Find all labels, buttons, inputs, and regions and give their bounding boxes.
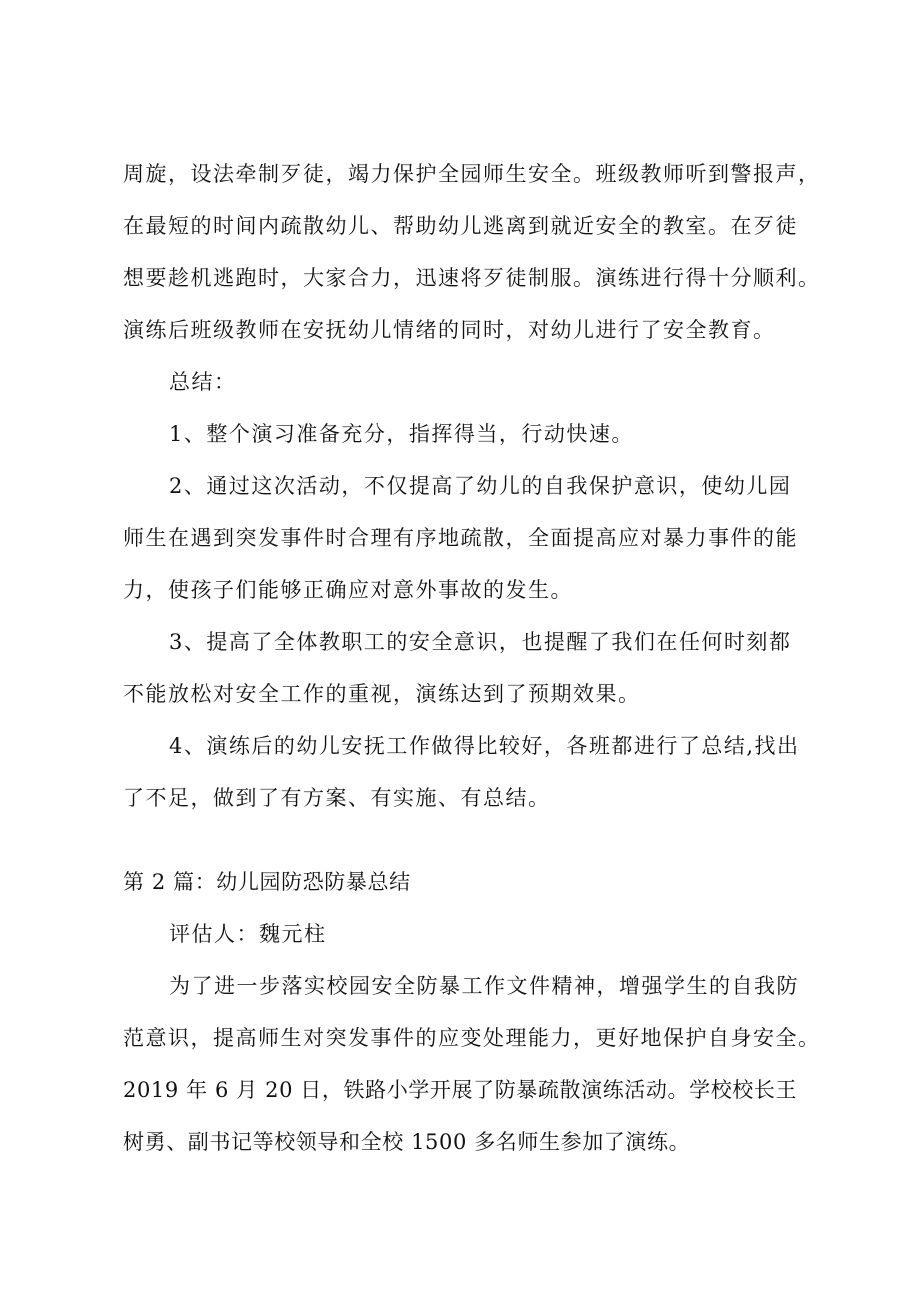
paragraph-line: 想要趁机逃跑时，大家合力，迅速将歹徒制服。演练进行得十分顺利。	[123, 266, 821, 290]
section-gap	[123, 824, 833, 856]
summary-item-4-line: 4、演练后的幼儿安抚工作做得比较好，各班都进行了总结,找出	[169, 734, 800, 758]
paragraph-line: 为了进一步落实校园安全防暴工作文件精神，增强学生的自我防	[169, 974, 799, 998]
summary-item-4-line: 了不足，做到了有方案、有实施、有总结。	[123, 786, 551, 810]
paragraph-line: 周旋，设法牵制歹徒，竭力保护全园师生安全。班级教师听到警报声，	[123, 162, 821, 186]
document-page	[123, 148, 833, 1168]
summary-item-2-line: 师生在遇到突发事件时合理有序地疏散，全面提高应对暴力事件的能	[123, 526, 798, 550]
summary-item-1: 1、整个演习准备充分，指挥得当，行动快速。	[169, 422, 634, 446]
section-title: 第 2 篇：幼儿园防恐防暴总结	[123, 870, 411, 894]
paragraph-line: 2019 年 6 月 20 日，铁路小学开展了防暴疏散演练活动。学校校长王	[123, 1078, 798, 1102]
paragraph-line: 在最短的时间内疏散幼儿、帮助幼儿逃离到就近安全的教室。在歹徒	[123, 214, 798, 238]
summary-item-2-line: 力，使孩子们能够正确应对意外事故的发生。	[123, 578, 573, 602]
summary-heading: 总结：	[169, 370, 237, 394]
paragraph-line: 树勇、副书记等校领导和全校 1500 多名师生参加了演练。	[123, 1130, 691, 1154]
paragraph-line: 演练后班级教师在安抚幼儿情绪的同时，对幼儿进行了安全教育。	[123, 318, 776, 342]
summary-item-2-line: 2、通过这次活动，不仅提高了幼儿的自我保护意识，使幼儿园	[169, 474, 792, 498]
paragraph-line: 范意识，提高师生对突发事件的应变处理能力，更好地保护自身安全。	[123, 1026, 821, 1050]
evaluator-line: 评估人：魏元柱	[169, 922, 327, 946]
summary-item-3-line: 3、提高了全体教职工的安全意识，也提醒了我们在任何时刻都	[169, 630, 792, 654]
summary-item-3-line: 不能放松对安全工作的重视，演练达到了预期效果。	[123, 682, 641, 706]
